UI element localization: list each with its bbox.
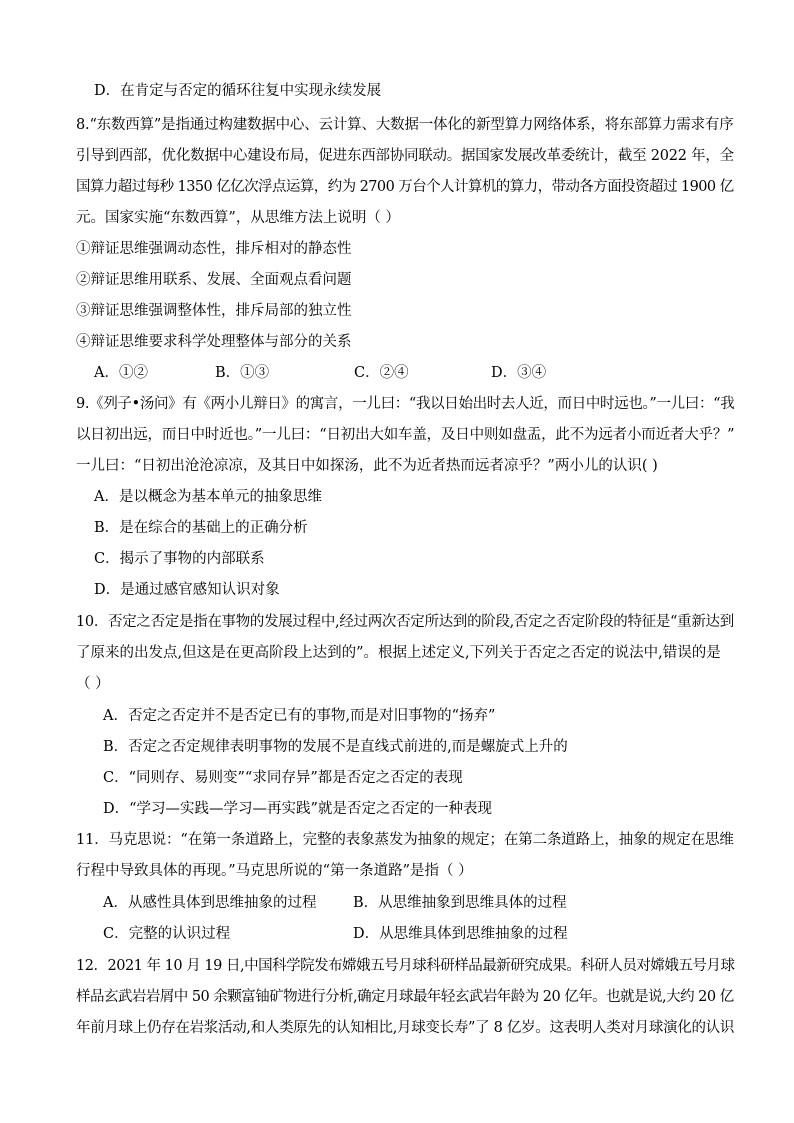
q9-option-a[interactable]: A．是以概念为基本单元的抽象思维 [94, 489, 322, 505]
q10-option-a[interactable]: A．否定之否定并不是否定已有的事物,而是对旧事物的“扬弃” [103, 708, 496, 724]
q8-stem-line-3: 国算力超过每秒 1350 亿亿次浮点运算，约为 2700 万台个人计算机的算力，带动各方面投资超过 1900 亿 [76, 179, 734, 195]
q8-option-c[interactable]: C．②④ [354, 365, 409, 381]
q12-stem-line-1: 12．2021 年 10 月 19 日,中国科学院发布嫦娥五号月球科研样品最新研究成果。科研人员对嫦娥五号月球 [76, 958, 735, 974]
q7-option-d: D．在肯定与否定的循环往复中实现永续发展 [94, 83, 382, 99]
q10-stem-line-1: 10．否定之否定是指在事物的发展过程中,经过两次否定所达到的阶段,否定之否定阶段的特征是“重新达到 [76, 614, 734, 630]
q10-stem-line-2: 了原来的出发点,但这是在更高阶段上达到的”。根据上述定义,下列关于否定之否定的说法中,错误的是 [76, 645, 721, 661]
q9-option-d[interactable]: D．是通过感官感知认识对象 [94, 582, 280, 598]
q9-stem-line-1: 9.《列子•汤问》有《两小儿辩日》的寓言，一儿曰：“我以日始出时去人近，而日中时远也。”一儿曰：“我 [76, 396, 735, 412]
q11-option-a[interactable]: A．从感性具体到思维抽象的过程 [103, 895, 317, 911]
q8-statement-4: ④辩证思维要求科学处理整体与部分的关系 [76, 334, 352, 350]
q8-option-a[interactable]: A．①② [94, 365, 148, 381]
q8-statement-1: ①辩证思维强调动态性，排斥相对的静态性 [76, 241, 352, 257]
q8-stem-line-2: 引导到西部，优化数据中心建设布局，促进东西部协同联动。据国家发展改革委统计，截至 2022 年，全 [76, 148, 734, 164]
q8-stem-line-4: 元。国家实施“东数西算”，从思维方法上说明（ ） [76, 210, 400, 226]
q12-stem-line-3: 年前月球上仍存在岩浆活动,和人类原先的认知相比,月球变长寿”了 8 亿岁。这表明人类对月球演化的认识 [76, 1020, 735, 1036]
q8-statement-2: ②辩证思维用联系、发展、全面观点看问题 [76, 272, 352, 288]
q10-option-c[interactable]: C．“同则存、易则变”“求同存异”都是否定之否定的表现 [103, 770, 463, 786]
q9-stem-line-3: 一儿曰：“日初出沧沧凉凉，及其日中如探汤，此不为近者热而远者凉乎？”两小儿的认识( ) [76, 458, 658, 474]
q8-stem-line-1: 8.“东数西算”是指通过构建数据中心、云计算、大数据一体化的新型算力网络体系，将东部算力需求有序 [76, 117, 734, 133]
q10-option-b[interactable]: B．否定之否定规律表明事物的发展不是直线式前进的,而是螺旋式上升的 [103, 739, 568, 755]
q11-stem-line-1: 11．马克思说：“在第一条道路上，完整的表象蒸发为抽象的规定；在第二条道路上，抽象的规定在思维 [76, 832, 734, 848]
q10-stem-line-3: （ ） [76, 676, 110, 692]
q9-stem-line-2: 以日初出远，而日中时近也。”一儿曰：“日初出大如车盖，及日中则如盘盂，此不为远者小而近者大乎？” [76, 427, 735, 443]
q9-option-b[interactable]: B．是在综合的基础上的正确分析 [94, 520, 308, 536]
q12-stem-line-2: 样品玄武岩岩屑中 50 余颗富铀矿物进行分析,确定月球最年轻玄武岩年龄为 20 亿年。也就是说,大约 20 亿 [76, 989, 734, 1005]
q8-option-d[interactable]: D．③④ [491, 365, 547, 381]
q10-option-d[interactable]: D．“学习—实践—学习—再实践”就是否定之否定的一种表现 [103, 801, 492, 817]
q8-statement-3: ③辩证思维强调整体性，排斥局部的独立性 [76, 303, 352, 319]
q11-stem-line-2: 行程中导致具体的再现。”马克思所说的“第一条道路”是指（ ） [76, 863, 473, 879]
q8-option-b[interactable]: B．①③ [215, 365, 270, 381]
q11-option-b[interactable]: B．从思维抽象到思维具体的过程 [353, 895, 567, 911]
q11-option-c[interactable]: C．完整的认识过程 [103, 926, 231, 942]
q11-option-d[interactable]: D．从思维具体到思维抽象的过程 [353, 926, 568, 942]
q9-option-c[interactable]: C．揭示了事物的内部联系 [94, 551, 265, 567]
